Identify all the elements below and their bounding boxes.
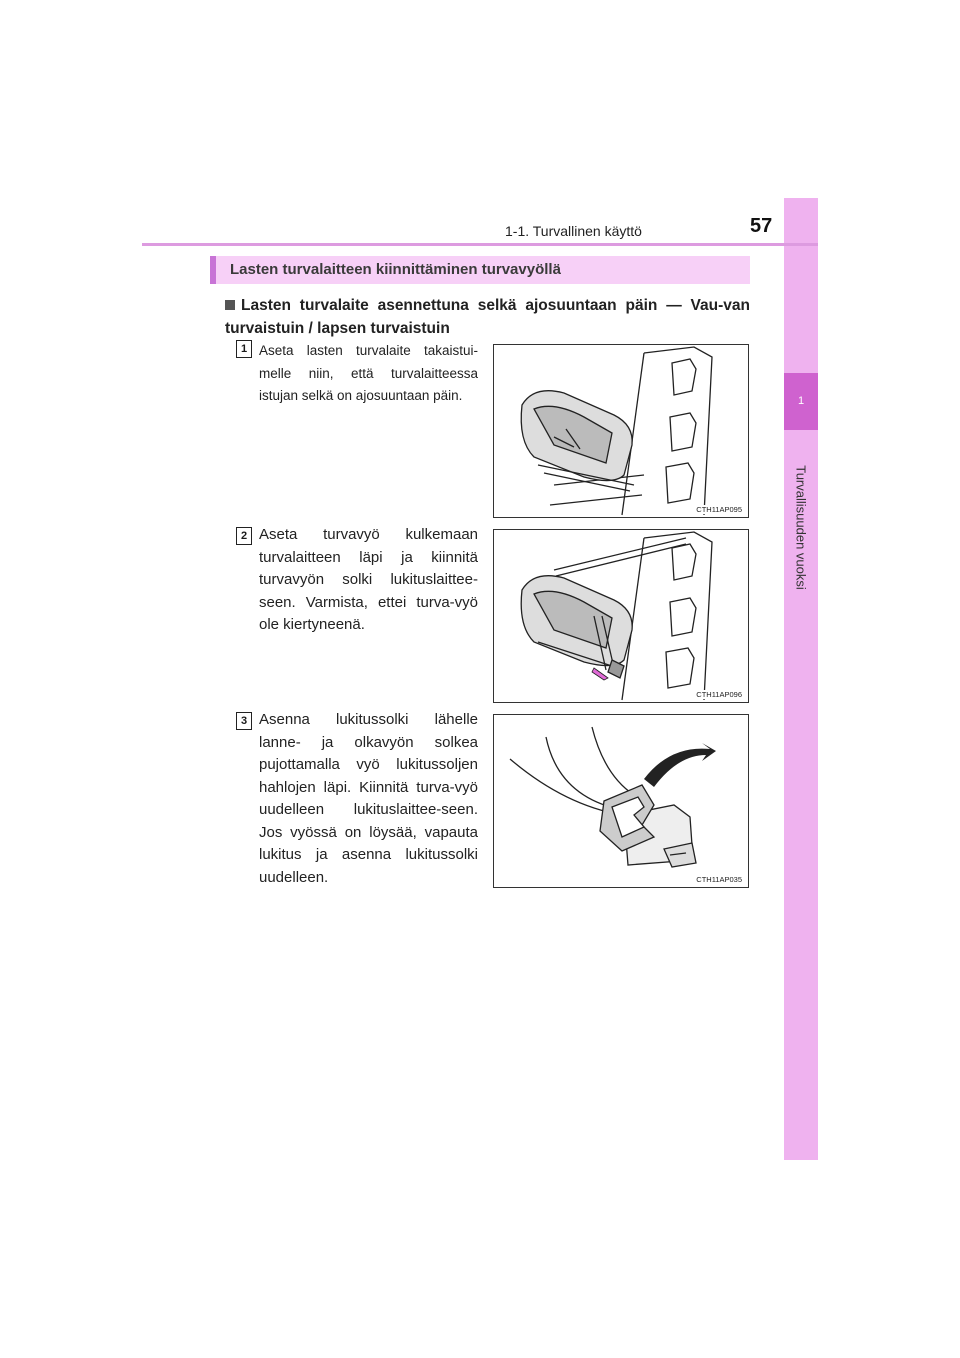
section-heading: Lasten turvalaitteen kiinnittäminen turvavyöllä <box>230 261 561 278</box>
figure-step-3 <box>493 714 749 888</box>
figure-code-1: CTH11AP095 <box>696 505 742 514</box>
figure-code-2: CTH11AP096 <box>696 690 742 699</box>
figure-code-3: CTH11AP035 <box>696 875 742 884</box>
header-rule <box>142 243 818 246</box>
figure-step-2 <box>493 529 749 703</box>
locking-clip-illustration <box>494 715 748 887</box>
side-tab <box>784 198 818 1160</box>
step-number-3: 3 <box>236 712 252 730</box>
step-text-1: Aseta lasten turvalaite takaistui-melle niin, että turvalaitteessa istujan selkä on ajosuuntaan päin. <box>259 343 478 403</box>
section-path: 1-1. Turvallinen käyttö <box>505 223 642 239</box>
subheading <box>225 294 750 340</box>
step-number-1: 1 <box>236 340 252 358</box>
square-bullet-icon <box>225 300 235 310</box>
seatbelt-through-child-seat-illustration <box>494 530 748 702</box>
figure-step-1 <box>493 344 749 518</box>
step-text-2: Aseta turvavyö kulkemaan turvalaitteen läpi ja kiinnitä turvavyön solki lukituslaittee-seen. Varmista, ettei turva-vyö ole kiertyneenä. <box>259 526 478 633</box>
step-number-2: 2 <box>236 527 252 545</box>
child-seat-on-rear-seat-illustration <box>494 345 748 517</box>
section-heading-bar <box>210 256 750 284</box>
page-number: 57 <box>750 215 773 237</box>
side-tab-chapter-number: 1 <box>784 373 818 430</box>
step-text-3: Asenna lukitussolki lähelle lanne- ja olkavyön solkea pujottamalla vyö lukitussoljen hahlojen läpi. Kiinnitä turva-vyö uudelleen lukituslaittee-seen. Jos vyössä on löysää, vapauta lukitus ja asenna lukitussolki uudelleen. <box>259 711 478 886</box>
subheading-text: Lasten turvalaite asennettuna selkä ajosuuntaan päin — Vau-van turvaistuin / lapsen turvaistuin <box>225 297 750 337</box>
side-tab-chapter-label: Turvallisuuden vuoksi <box>793 465 809 590</box>
